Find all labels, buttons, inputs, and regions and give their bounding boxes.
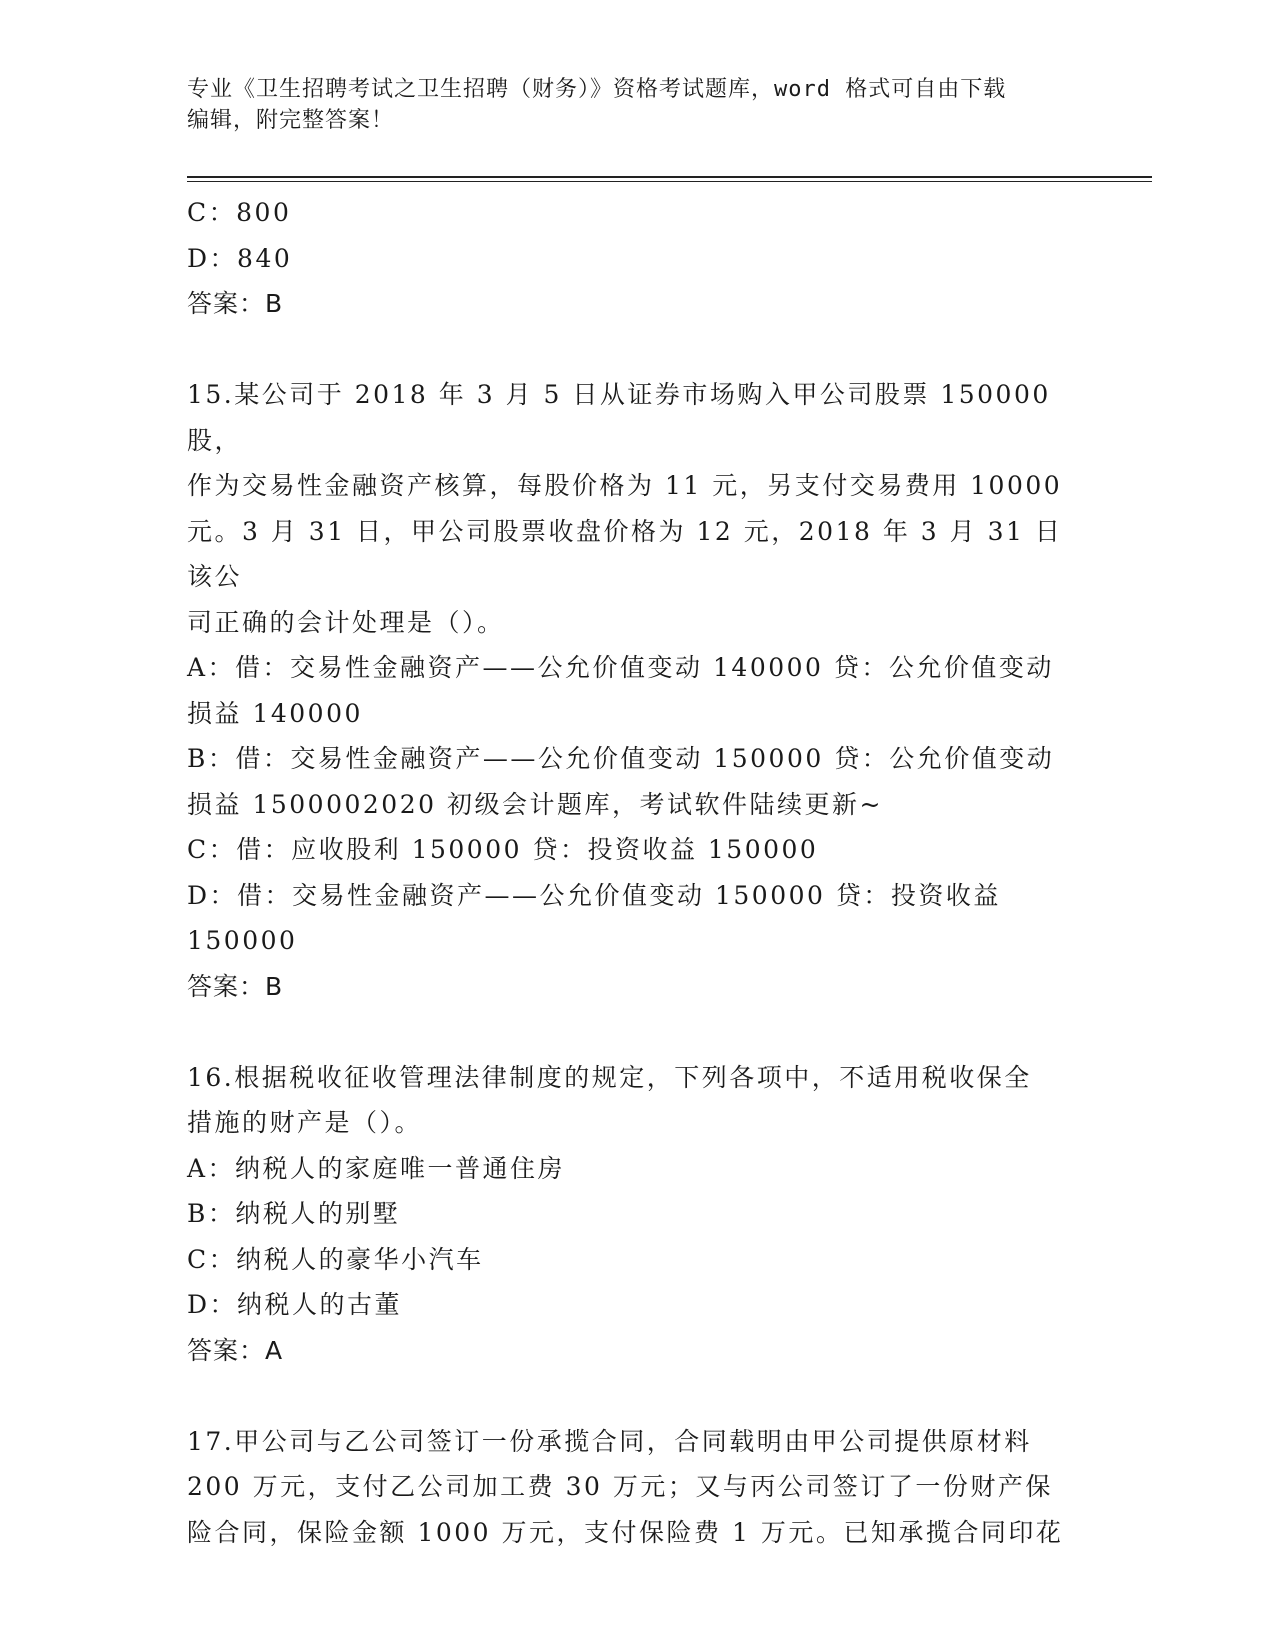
question-line: 15.某公司于 2018 年 3 月 5 日从证券市场购入甲公司股票 150000 股， <box>187 380 1051 455</box>
block-gap <box>187 327 1067 373</box>
question-line: 16.根据税收征收管理法律制度的规定，下列各项中，不适用税收保全 <box>187 1062 1032 1092</box>
option-line: 损益 140000 <box>187 698 363 728</box>
option-line: C：800 <box>187 198 292 227</box>
option-line: B：纳税人的别墅 <box>187 1199 401 1228</box>
option-line: D：840 <box>187 243 293 273</box>
question-line: 17.甲公司与乙公司签订一份承揽合同，合同载明由甲公司提供原材料 <box>187 1426 1032 1456</box>
question-line: 险合同，保险金额 1000 万元，支付保险费 1 万元。已知承揽合同印花 <box>187 1517 1064 1547</box>
header-line-1: 专业《卫生招聘考试之卫生招聘（财务）》资格考试题库，word 格式可自由下载 <box>187 77 1007 102</box>
option-line: C：借：应收股利 150000 贷：投资收益 150000 <box>187 835 819 864</box>
question-line: 元。3 月 31 日，甲公司股票收盘价格为 12 元，2018 年 3 月 31 日该公 <box>187 516 1063 591</box>
document-body <box>187 190 1067 1555</box>
header-rule-thin <box>187 181 1152 182</box>
question-line: 司正确的会计处理是（）。 <box>187 607 505 637</box>
header-line-2: 编辑，附完整答案！ <box>187 108 395 133</box>
document-header <box>187 74 1067 136</box>
option-line: C：纳税人的豪华小汽车 <box>187 1244 484 1274</box>
question-line: 200 万元，支付乙公司加工费 30 万元；又与丙公司签订了一份财产保 <box>187 1472 1053 1501</box>
answer-line: 答案：B <box>187 971 284 1001</box>
option-line: D：纳税人的古董 <box>187 1290 403 1319</box>
option-line: B：借：交易性金融资产——公允价值变动 150000 贷：公允价值变动 <box>187 744 1055 773</box>
option-line: 损益 1500002020 初级会计题库，考试软件陆续更新~ <box>187 789 883 819</box>
block-gap <box>187 1009 1067 1055</box>
option-line: A：纳税人的家庭唯一普通住房 <box>187 1153 566 1183</box>
question-line: 作为交易性金融资产核算，每股价格为 11 元，另支付交易费用 10000 <box>187 471 1063 500</box>
answer-line: 答案：A <box>187 1335 284 1365</box>
header-rule-thick <box>187 176 1152 178</box>
option-line: 150000 <box>187 926 298 955</box>
question-line: 措施的财产是（）。 <box>187 1108 423 1137</box>
block-gap <box>187 1373 1067 1419</box>
option-line: A：借：交易性金融资产——公允价值变动 140000 贷：公允价值变动 <box>187 653 1054 682</box>
answer-line: 答案：B <box>187 289 284 318</box>
option-line: D：借：交易性金融资产——公允价值变动 150000 贷：投资收益 <box>187 880 1001 910</box>
